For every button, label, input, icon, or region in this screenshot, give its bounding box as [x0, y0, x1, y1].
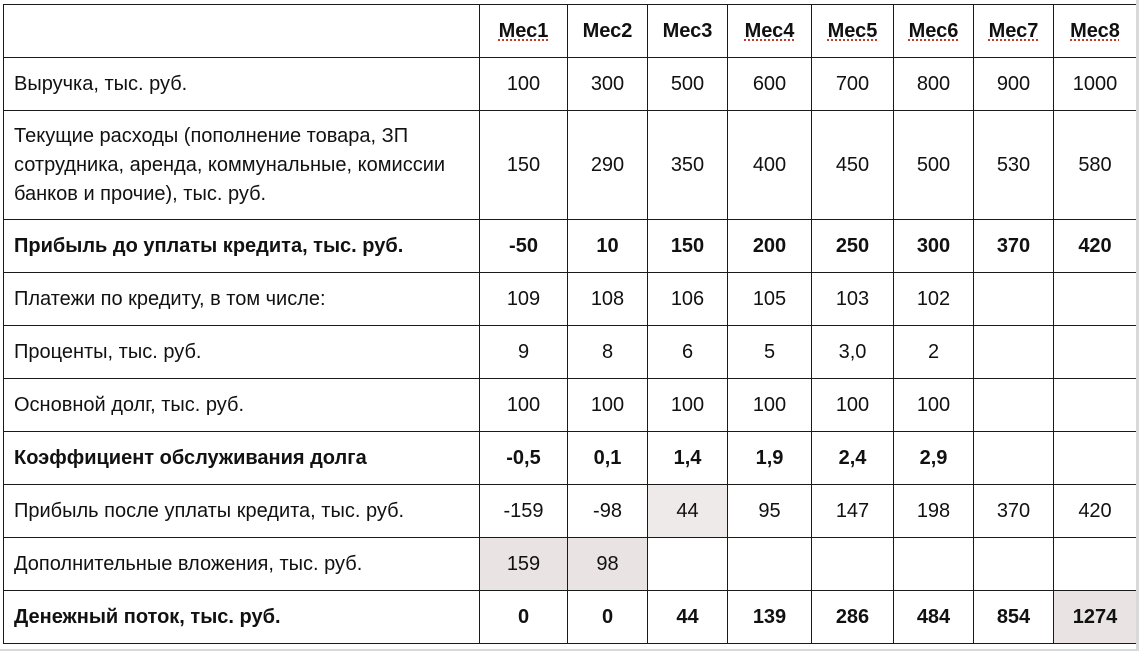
cell-m6: 800	[894, 58, 974, 111]
header-row	[4, 5, 1137, 58]
cell-m7: 530	[974, 111, 1054, 220]
cell-m5: 250	[812, 220, 894, 273]
cell-m1: -159	[480, 485, 568, 538]
cell-m8-highlighted: 1274	[1054, 591, 1137, 644]
cell-m7	[974, 432, 1054, 485]
cell-m3: 6	[648, 326, 728, 379]
cell-m6: 2	[894, 326, 974, 379]
row-label: Денежный поток, тыс. руб.	[4, 591, 480, 644]
cell-m4: 100	[728, 379, 812, 432]
cell-m4: 139	[728, 591, 812, 644]
cell-m5: 450	[812, 111, 894, 220]
header-month-2	[568, 5, 648, 58]
month-label: Мес8	[1070, 19, 1120, 42]
cell-m6: 484	[894, 591, 974, 644]
cell-m2: 8	[568, 326, 648, 379]
row-principal	[4, 379, 1137, 432]
header-month-6	[894, 5, 974, 58]
cell-m1-highlighted: 159	[480, 538, 568, 591]
cell-m4: 400	[728, 111, 812, 220]
cell-m3: 500	[648, 58, 728, 111]
cell-m8: 580	[1054, 111, 1137, 220]
cell-m2: 0,1	[568, 432, 648, 485]
cell-m8	[1054, 379, 1137, 432]
cell-m2: 10	[568, 220, 648, 273]
row-loan-payments	[4, 273, 1137, 326]
cell-m8	[1054, 432, 1137, 485]
row-label: Коэффициент обслуживания долга	[4, 432, 480, 485]
cell-m7	[974, 326, 1054, 379]
cell-m3: 44	[648, 591, 728, 644]
header-month-4	[728, 5, 812, 58]
cell-m1: 100	[480, 58, 568, 111]
cell-m4: 200	[728, 220, 812, 273]
cell-m1: 109	[480, 273, 568, 326]
cell-m6: 198	[894, 485, 974, 538]
row-current-expenses	[4, 111, 1137, 220]
header-month-8	[1054, 5, 1137, 58]
cell-m2: 290	[568, 111, 648, 220]
cell-m1: -0,5	[480, 432, 568, 485]
month-label: Мес4	[744, 19, 795, 42]
cell-m8: 420	[1054, 220, 1137, 273]
cell-m3: 100	[648, 379, 728, 432]
cell-m1: 100	[480, 379, 568, 432]
cell-m5: 147	[812, 485, 894, 538]
cell-m7	[974, 273, 1054, 326]
month-label: Мес2	[582, 19, 633, 42]
cell-m7	[974, 379, 1054, 432]
cell-m3: 150	[648, 220, 728, 273]
cell-m6: 2,9	[894, 432, 974, 485]
row-cash-flow	[4, 591, 1137, 644]
cell-m3: 106	[648, 273, 728, 326]
row-additional-investment	[4, 538, 1137, 591]
row-interest	[4, 326, 1137, 379]
header-corner-cell	[4, 5, 480, 58]
row-debt-service-ratio	[4, 432, 1137, 485]
cell-m5	[812, 538, 894, 591]
row-label: Проценты, тыс. руб.	[4, 326, 480, 379]
cell-m2: 0	[568, 591, 648, 644]
cell-m1: 150	[480, 111, 568, 220]
cell-m4: 95	[728, 485, 812, 538]
cell-m3-highlighted: 44	[648, 485, 728, 538]
month-label: Мес1	[498, 19, 549, 42]
row-profit-before-loan	[4, 220, 1137, 273]
cell-m4	[728, 538, 812, 591]
cell-m4: 5	[728, 326, 812, 379]
cashflow-table	[3, 4, 1137, 644]
month-label: Мес6	[908, 19, 959, 42]
header-month-5	[812, 5, 894, 58]
cell-m6: 102	[894, 273, 974, 326]
row-label: Дополнительные вложения, тыс. руб.	[4, 538, 480, 591]
cell-m5: 700	[812, 58, 894, 111]
cell-m8	[1054, 326, 1137, 379]
cell-m1: -50	[480, 220, 568, 273]
cell-m7	[974, 538, 1054, 591]
cell-m5: 3,0	[812, 326, 894, 379]
header-month-1	[480, 5, 568, 58]
cell-m6: 100	[894, 379, 974, 432]
cell-m2-highlighted: 98	[568, 538, 648, 591]
cell-m5: 2,4	[812, 432, 894, 485]
cell-m8	[1054, 273, 1137, 326]
cell-m7: 854	[974, 591, 1054, 644]
cell-m6: 300	[894, 220, 974, 273]
cell-m2: 300	[568, 58, 648, 111]
cell-m4: 1,9	[728, 432, 812, 485]
cell-m4: 105	[728, 273, 812, 326]
cell-m5: 103	[812, 273, 894, 326]
cell-m8: 420	[1054, 485, 1137, 538]
month-label: Мес5	[827, 19, 878, 42]
cell-m5: 286	[812, 591, 894, 644]
row-revenue	[4, 58, 1137, 111]
cell-m8	[1054, 538, 1137, 591]
cell-m1: 9	[480, 326, 568, 379]
header-month-3	[648, 5, 728, 58]
month-label: Мес3	[662, 19, 713, 42]
cell-m2: -98	[568, 485, 648, 538]
cell-m4: 600	[728, 58, 812, 111]
row-label: Прибыль после уплаты кредита, тыс. руб.	[4, 485, 480, 538]
cell-m2: 108	[568, 273, 648, 326]
cell-m3: 350	[648, 111, 728, 220]
cell-m5: 100	[812, 379, 894, 432]
cell-m8: 1000	[1054, 58, 1137, 111]
cell-m7: 900	[974, 58, 1054, 111]
cell-m3	[648, 538, 728, 591]
cell-m6: 500	[894, 111, 974, 220]
header-month-7	[974, 5, 1054, 58]
cell-m3: 1,4	[648, 432, 728, 485]
row-label: Основной долг, тыс. руб.	[4, 379, 480, 432]
cell-m1: 0	[480, 591, 568, 644]
cell-m2: 100	[568, 379, 648, 432]
cell-m6	[894, 538, 974, 591]
cell-m7: 370	[974, 220, 1054, 273]
row-label: Прибыль до уплаты кредита, тыс. руб.	[4, 220, 480, 273]
row-label: Платежи по кредиту, в том числе:	[4, 273, 480, 326]
row-profit-after-loan	[4, 485, 1137, 538]
row-label: Текущие расходы (пополнение товара, ЗП сотрудника, аренда, коммунальные, комиссии банков и прочие), тыс. руб.	[4, 111, 480, 220]
month-label: Мес7	[988, 19, 1039, 42]
cell-m7: 370	[974, 485, 1054, 538]
row-label: Выручка, тыс. руб.	[4, 58, 480, 111]
